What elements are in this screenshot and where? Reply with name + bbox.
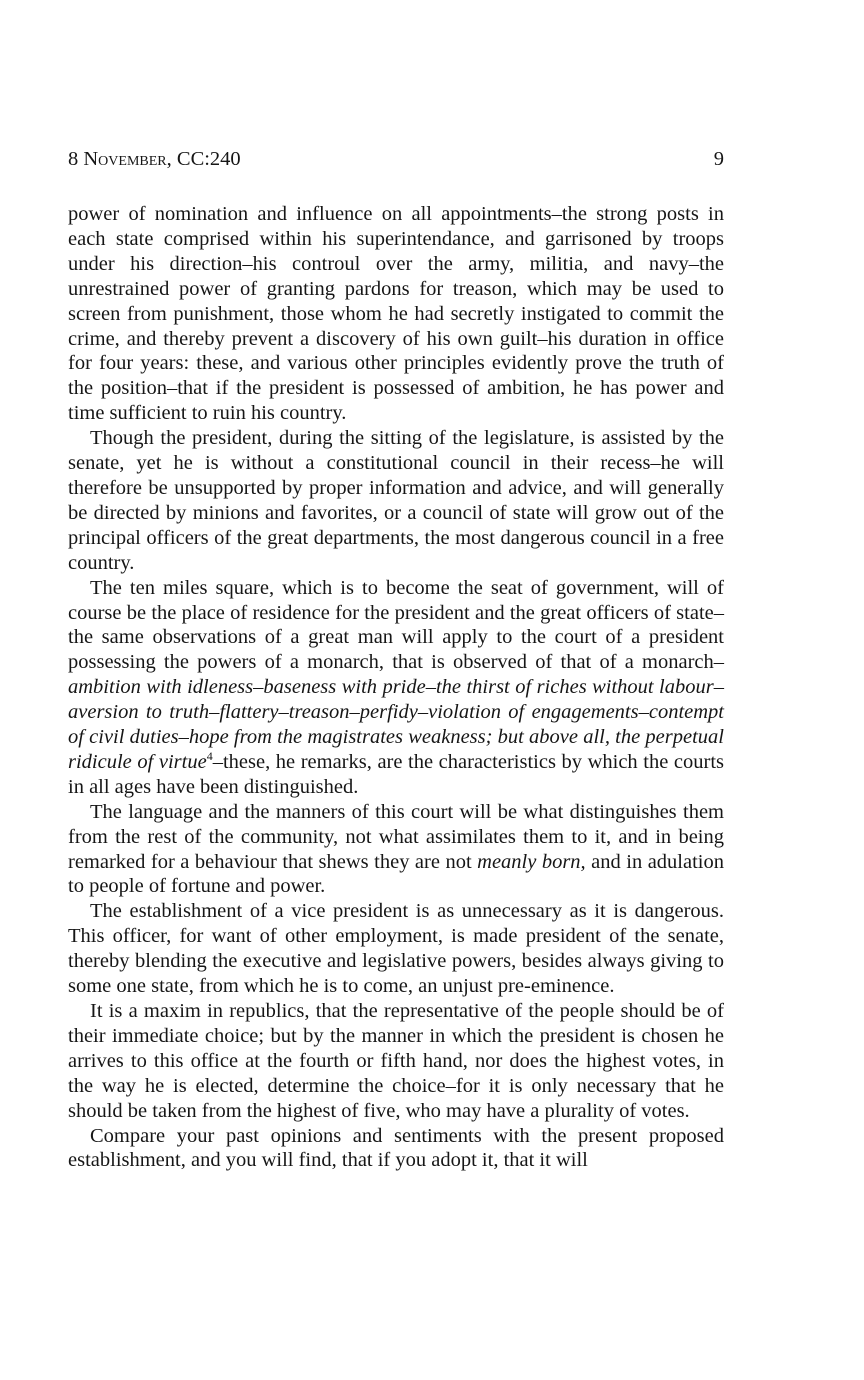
paragraph-text: –these, he remarks, are the characteristics by which the courts in all ages have been distinguished. [68, 750, 724, 798]
header-month: November [83, 148, 167, 170]
italic-quotation: ambition with idleness–baseness with pride–the thirst of riches without labour–aversion to truth–flattery–treason–perfidy–violation of engagements–contempt of civil duties–hope from the magistrates weakness; but above all, the perpetual ridicule of virtue [68, 676, 724, 773]
page-number: 9 [713, 148, 724, 170]
italic-phrase: meanly born, [477, 850, 586, 873]
paragraph [68, 576, 724, 800]
header-date: 8 [68, 148, 84, 170]
paragraph-continued: power of nomination and influence on all appointments–the strong posts in each state comprised within his superintendance, and garrisoned by troops under his direction–his controul over the army, militia, and navy–the unrestrained power of granting pardons for treason, which may be used to screen from punishment, those whom he had secretly instigated to commit the crime, and thereby prevent a discovery of his own guilt–his duration in office for four years: these, and various other principles evidently prove the truth of the position–that if the president is possessed of ambition, he has power and time sufficient to ruin his country. [68, 203, 724, 425]
paragraph: The establishment of a vice president is as unnecessary as it is dangerous. This officer, for want of other employment, is made president of the senate, thereby blending the executive and legislative powers, besides always giving to some one state, from which he is to come, an unjust pre-eminence. [68, 900, 724, 998]
header-citation [68, 148, 241, 171]
paragraph-text: The language and the manners of this court will be what distinguishes them from the rest of the community, not what assimilates them to it, and in being remarked for a behaviour that shews they are not [68, 800, 724, 873]
body-text [68, 202, 724, 1173]
running-header [68, 148, 724, 182]
paragraph: Though the president, during the sitting of the legislature, is assisted by the senate, yet he is without a constitutional council in their recess–he will therefore be unsupported by proper information and advice, and will generally be directed by minions and favorites, or a council of state will grow out of the principal officers of the great departments, the most dangerous council in a free country. [68, 427, 724, 574]
header-doc-ref: , CC:240 [166, 148, 241, 170]
paragraph [68, 800, 724, 900]
paragraph-text: The ten miles square, which is to become the seat of government, will of course be the place of residence for the president and the great officers of state–the same observations of a great man will apply to the court of a president possessing the powers of a monarch, that is observed of that of a monarch– [68, 576, 724, 674]
paragraph: Compare your past opinions and sentiments with the present proposed establishment, and you will find, that if you adopt it, that it will [68, 1124, 724, 1172]
paragraph: It is a maxim in republics, that the representative of the people should be of their immediate choice; but by the manner in which the president is chosen he arrives to this office at the fourth or fifth hand, nor does the highest votes, in the way he is elected, determine the choice–for it is only necessary that he should be taken from the highest of five, who may have a plurality of votes. [68, 1000, 724, 1122]
paragraph-text: and in adulation to people of fortune and power. [68, 850, 724, 898]
footnote-marker: 4 [206, 749, 213, 764]
